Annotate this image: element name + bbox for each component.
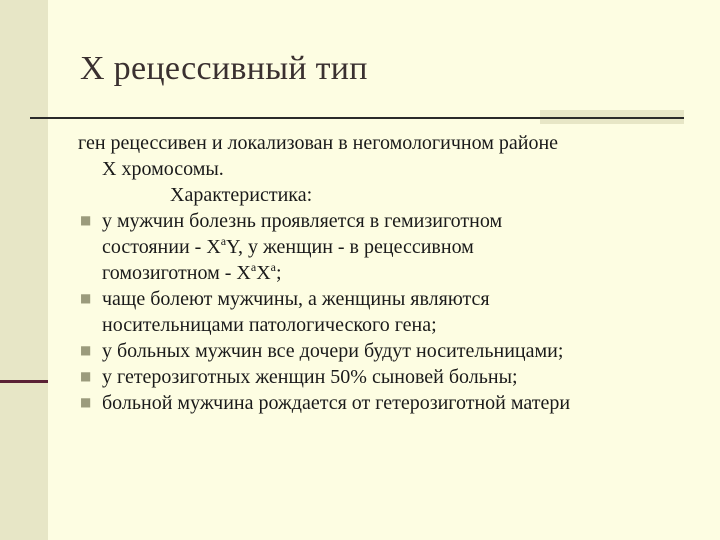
slide-title: X рецессивный тип (80, 50, 368, 87)
list-item: ■ больной мужчина рождается от гетерозиготной матери (80, 392, 571, 414)
square-bullet-icon: ■ (80, 369, 92, 383)
left-decor-band (0, 0, 48, 540)
characteristics-list (78, 208, 698, 416)
list-item: ■ у мужчин болезнь проявляется в гемизиготном состоянии - $X^aY$, у женщин - в рецессивном гомозиготном - $X^aX^a$; (80, 210, 503, 284)
left-accent-line (0, 380, 48, 383)
square-bullet-icon: ■ (80, 343, 92, 357)
title-divider (30, 117, 684, 119)
slide-body (78, 130, 698, 416)
list-item: ■ чаще болеют мужчины, а женщины являются носительницами патологического гена; (80, 288, 490, 336)
square-bullet-icon: ■ (80, 395, 92, 409)
square-bullet-icon: ■ (80, 291, 92, 305)
characteristics-heading: Характеристика: (170, 184, 313, 206)
list-item: ■ у больных мужчин все дочери будут носительницами; (80, 340, 564, 362)
square-bullet-icon: ■ (80, 213, 92, 227)
intro-paragraph (78, 130, 698, 182)
intro-line-2: X хромосомы. (102, 158, 224, 180)
list-item: ■ у гетерозиготных женщин 50% сыновей больны; (80, 366, 518, 388)
intro-line-1: ген рецессивен и локализован в негомологичном районе (78, 132, 559, 154)
